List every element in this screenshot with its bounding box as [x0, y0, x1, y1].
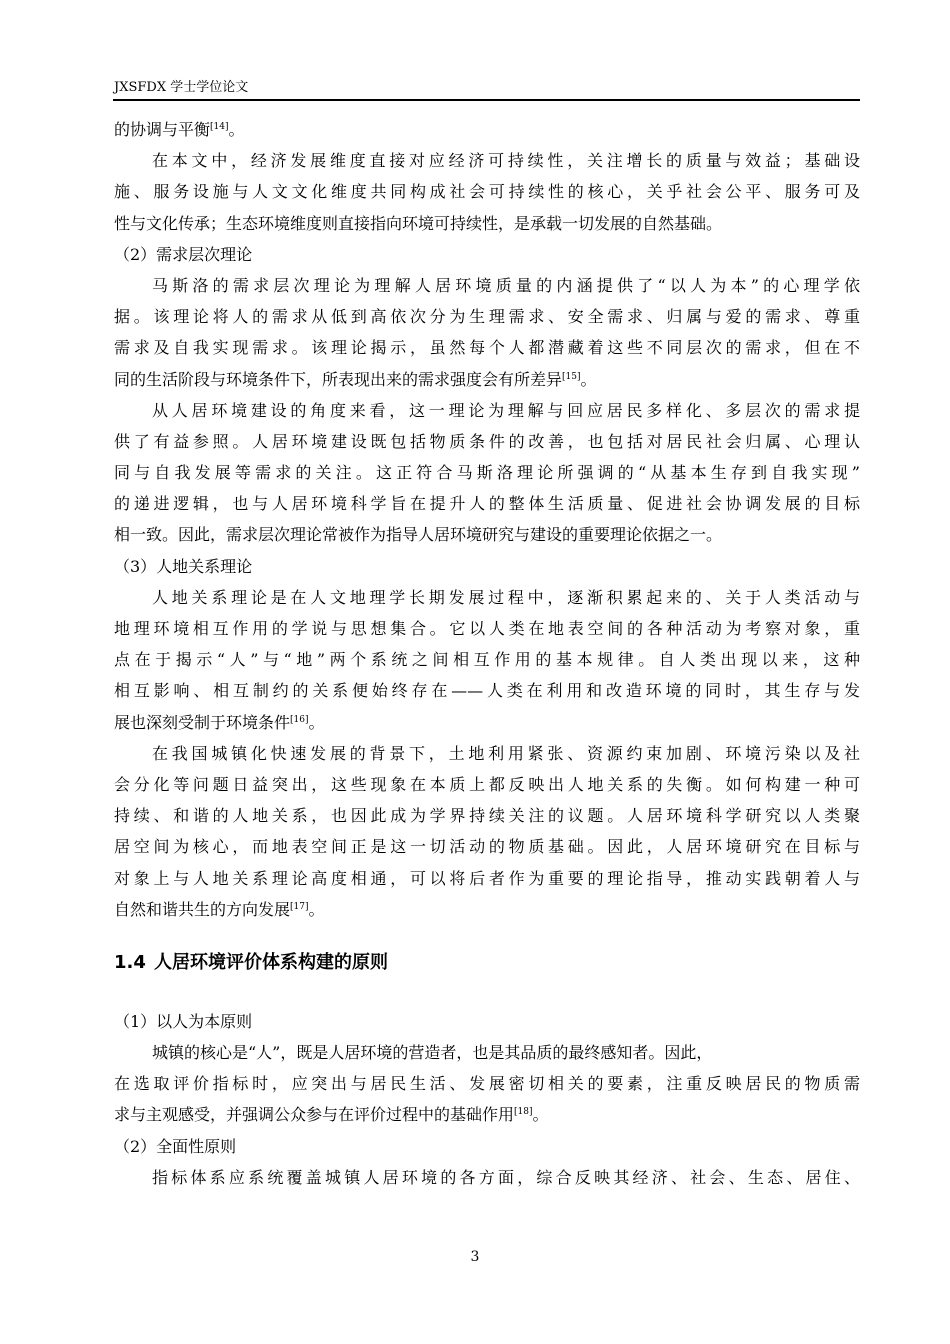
- text-line: 居空间为核心，而地表空间正是这一切活动的物质基础。因此，人居环境研究在目标与: [114, 837, 860, 857]
- citation-ref: [16]: [290, 714, 309, 725]
- text-line: 在选取评价指标时，应突出与居民生活、发展密切相关的要素，注重反映居民的物质需: [114, 1074, 860, 1094]
- text-line: 地理环境相互作用的学说与思想集合。它以人类在地表空间的各种活动为考察对象，重: [114, 619, 860, 638]
- text-line: 求与主观感受，并强调公众参与在评价过程中的基础作用[18]。: [114, 1105, 549, 1125]
- text-line: 指标体系应系统覆盖城镇人居环境的各方面，综合反映其经济、社会、生态、居住、: [152, 1167, 860, 1187]
- text-line: 同与自我发展等需求的关注。这正符合马斯洛理论所强调的“从基本生存到自我实现”: [114, 463, 860, 483]
- page-body: [114, 114, 860, 1193]
- text-line: 的协调与平衡[14]。: [114, 120, 245, 139]
- section-heading: [114, 947, 860, 978]
- text-line: 展也深刻受制于环境条件[16]。: [114, 712, 325, 732]
- text-line: 性与文化传承；生态环境维度则直接指向环境可持续性，是承载一切发展的自然基础。: [114, 213, 723, 233]
- text-line: 相互影响、相互制约的关系便始终存在——人类在利用和改造环境的同时，其生存与发: [114, 681, 860, 701]
- section-number: 1.4: [114, 951, 146, 973]
- text-line: 自然和谐共生的方向发展[17]。: [114, 899, 325, 919]
- text-line: 需求及自我实现需求。该理论揭示，虽然每个人都潜藏着这些不同层次的需求，但在不: [114, 338, 860, 358]
- header-divider: [113, 99, 860, 101]
- subheading: （2）全面性原则: [114, 1136, 237, 1156]
- text-line: 相一致。因此，需求层次理论常被作为指导人居环境研究与建设的重要理论依据之一。: [114, 525, 723, 545]
- text-line: 会分化等问题日益突出，这些现象在本质上都反映出人地关系的失衡。如何构建一种可: [114, 774, 860, 794]
- text-line: 在我国城镇化快速发展的背景下，土地利用紧张、资源约束加剧、环境污染以及社: [152, 743, 860, 763]
- text-line: 从人居环境建设的角度来看，这一理论为理解与回应居民多样化、多层次的需求提: [152, 400, 860, 420]
- subheading: （2）需求层次理论: [114, 244, 253, 264]
- text-line: 持续、和谐的人地关系，也因此成为学界持续关注的议题。人居环境科学研究以人类聚: [114, 806, 860, 826]
- subheading: （1）以人为本原则: [114, 1011, 253, 1031]
- text-line: 人地关系理论是在人文地理学长期发展过程中，逐渐积累起来的、关于人类活动与: [152, 587, 860, 607]
- text-line: 城镇的核心是“人”，既是人居环境的营造者，也是其品质的最终感知者。因此，: [152, 1043, 713, 1063]
- text-line: 的递进逻辑，也与人居环境科学旨在提升人的整体生活质量、促进社会协调发展的目标: [114, 494, 860, 514]
- text-line: 施、服务设施与人文文化维度共同构成社会可持续性的核心，关乎社会公平、服务可及: [114, 182, 860, 202]
- text-line: 点在于揭示“人”与“地”两个系统之间相互作用的基本规律。自人类出现以来，这种: [114, 650, 860, 670]
- section-title: 人居环境评价体系构建的原则: [154, 951, 388, 973]
- running-header: JXSFDX 学士学位论文: [114, 80, 249, 95]
- citation-ref: [14]: [210, 122, 229, 132]
- text-line: 供了有益参照。人居环境建设既包括物质条件的改善，也包括对居民社会归属、心理认: [114, 431, 860, 451]
- subheading: （3）人地关系理论: [114, 556, 253, 576]
- text-line: 据。该理论将人的需求从低到高依次分为生理需求、安全需求、归属与爱的需求、尊重: [114, 307, 860, 327]
- page-number: 3: [470, 1249, 480, 1265]
- citation-ref: [18]: [514, 1107, 533, 1118]
- text-line: 同的生活阶段与环境条件下，所表现出来的需求强度会有所差异[15]。: [114, 369, 597, 389]
- citation-ref: [15]: [562, 371, 581, 382]
- text-line: 在本文中，经济发展维度直接对应经济可持续性，关注增长的质量与效益；基础设: [152, 151, 860, 171]
- text-line: 马斯洛的需求层次理论为理解人居环境质量的内涵提供了“以人为本”的心理学依: [152, 275, 860, 295]
- text-line: 对象上与人地关系理论高度相通，可以将后者作为重要的理论指导，推动实践朝着人与: [114, 868, 860, 888]
- citation-ref: [17]: [290, 901, 309, 912]
